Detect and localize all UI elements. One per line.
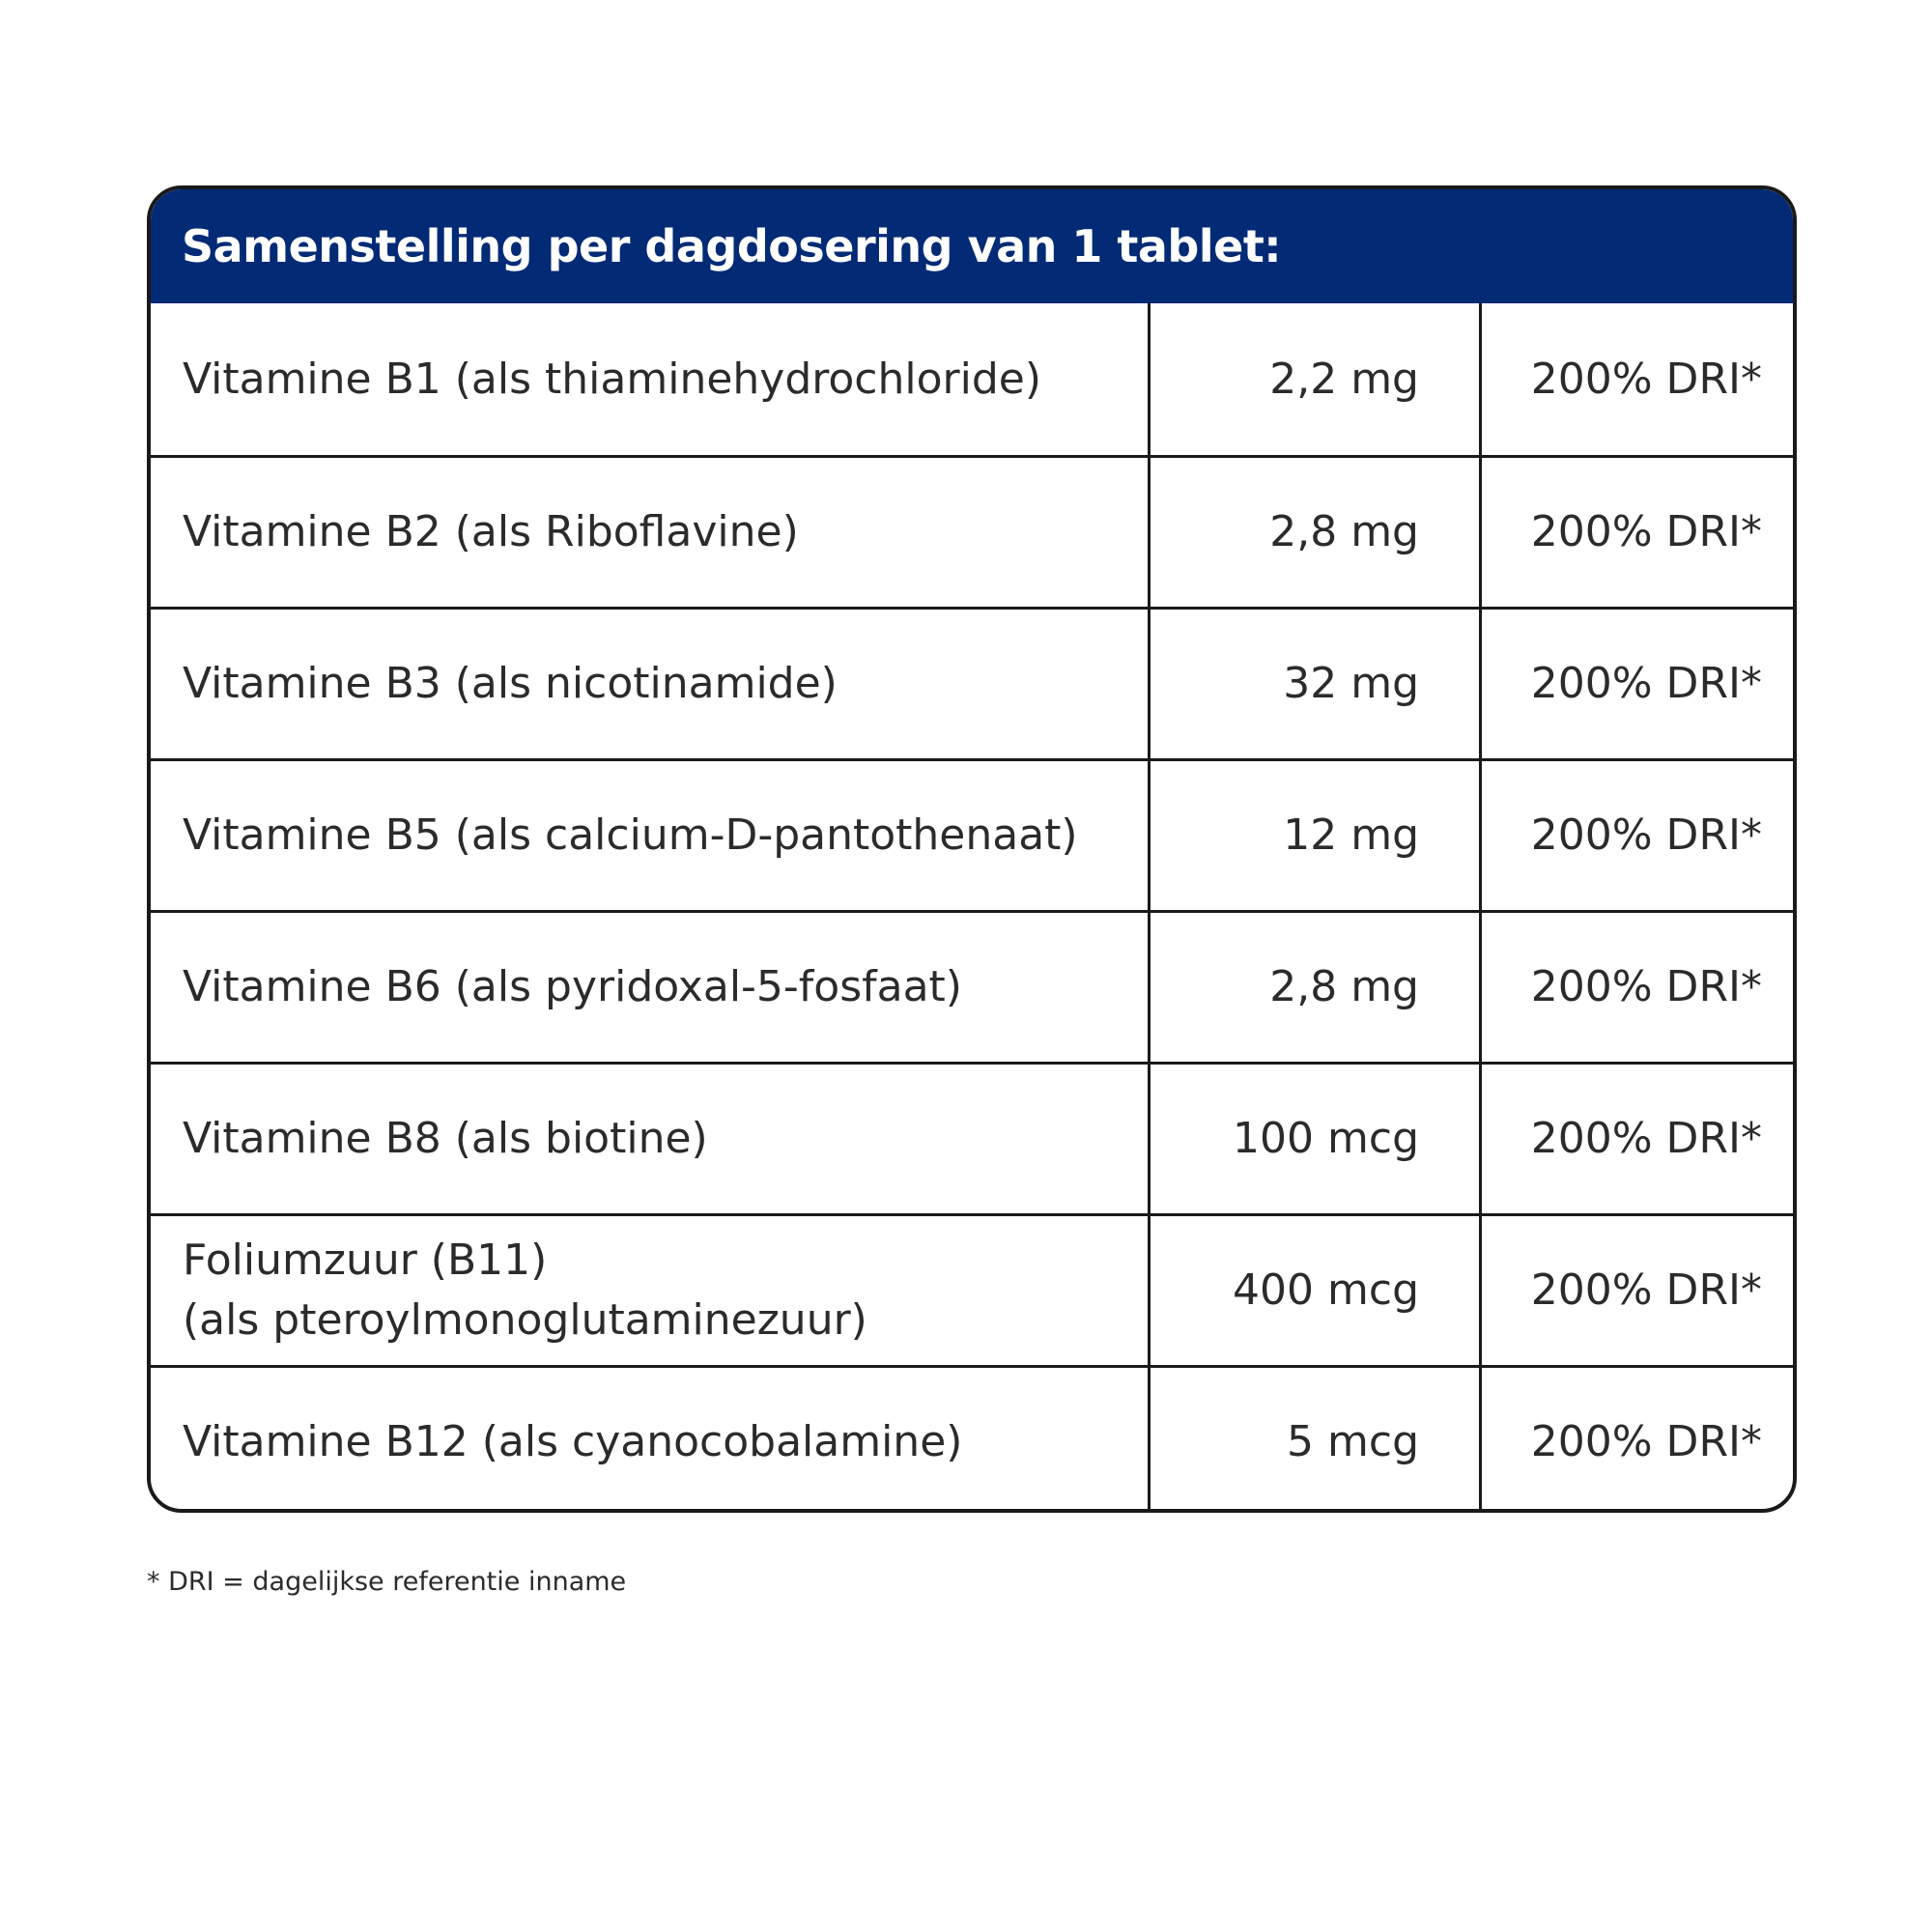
ingredient-name-line: Vitamine B12 (als cyanocobalamine) — [183, 1417, 963, 1466]
table-row — [151, 303, 1793, 455]
ingredient-name — [151, 458, 1151, 607]
ingredient-name-line: Vitamine B8 (als biotine) — [183, 1114, 708, 1163]
ingredient-dri: 200% DRI* — [1530, 1417, 1762, 1466]
table-title: Samenstelling per dagdosering van 1 tablet: — [151, 189, 1793, 303]
ingredient-name-line: Vitamine B3 (als nicotinamide) — [183, 659, 838, 708]
table-row — [151, 1365, 1793, 1513]
ingredient-amount: 400 mcg — [1151, 1216, 1482, 1365]
ingredient-amount: 100 mcg — [1151, 1065, 1482, 1213]
ingredient-amount: 2,8 mg — [1151, 913, 1482, 1062]
ingredient-name-line: Vitamine B5 (als calcium-D-pantothenaat) — [183, 810, 1078, 860]
ingredient-amount: 32 mg — [1151, 610, 1482, 758]
ingredient-dri: 200% DRI* — [1530, 1114, 1762, 1163]
ingredient-dri: 200% DRI* — [1530, 962, 1762, 1011]
ingredient-dri: 200% DRI* — [1530, 810, 1762, 860]
ingredient-name — [151, 1368, 1151, 1513]
ingredient-dri: 200% DRI* — [1530, 1265, 1762, 1315]
table-row — [151, 1062, 1793, 1213]
table-row — [151, 1213, 1793, 1365]
ingredient-name — [151, 1216, 1151, 1365]
ingredient-amount: 5 mcg — [1151, 1368, 1482, 1513]
ingredient-name — [151, 610, 1151, 758]
ingredient-name-line: Vitamine B2 (als Riboflavine) — [183, 507, 799, 556]
ingredient-amount: 2,2 mg — [1151, 303, 1482, 455]
ingredient-name-line: Vitamine B1 (als thiaminehydrochloride) — [183, 354, 1042, 404]
ingredient-name — [151, 913, 1151, 1062]
ingredient-name-line-2: (als pteroylmonoglutaminezuur) — [183, 1295, 867, 1345]
table-row — [151, 455, 1793, 607]
table-row — [151, 758, 1793, 910]
ingredient-name-line: Foliumzuur (B11) — [183, 1236, 548, 1285]
composition-table — [147, 185, 1797, 1513]
ingredient-amount: 12 mg — [1151, 761, 1482, 910]
ingredient-name — [151, 1065, 1151, 1213]
ingredient-name — [151, 761, 1151, 910]
table-row — [151, 910, 1793, 1062]
ingredient-name-line: Vitamine B6 (als pyridoxal-5-fosfaat) — [183, 962, 962, 1011]
table-body — [151, 303, 1793, 1513]
ingredient-dri: 200% DRI* — [1530, 507, 1762, 556]
ingredient-amount: 2,8 mg — [1151, 458, 1482, 607]
ingredient-dri: 200% DRI* — [1530, 659, 1762, 708]
footnote: * DRI = dagelijkse referentie inname — [147, 1567, 627, 1597]
table-row — [151, 607, 1793, 758]
ingredient-dri: 200% DRI* — [1530, 354, 1762, 404]
ingredient-name — [151, 303, 1151, 455]
